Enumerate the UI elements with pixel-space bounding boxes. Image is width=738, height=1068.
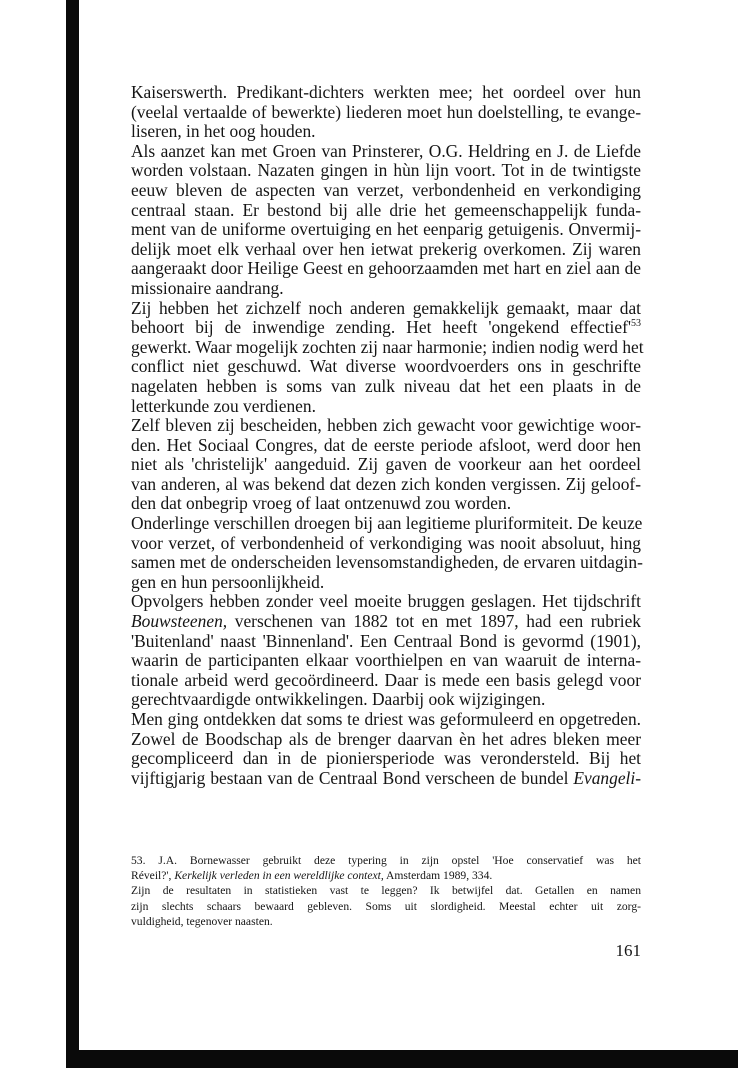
italic-title: Evangeli- <box>573 767 641 788</box>
text-line: eeuw bleven de aspecten van verzet, verbondenheid en verkondiging <box>131 179 641 200</box>
text-line: delijk moet elk verhaal over hen ietwat prekerig overkomen. Zij waren <box>131 238 641 259</box>
footnotes <box>131 853 641 929</box>
text-segment: Réveil?', <box>131 869 172 883</box>
text-line <box>131 318 641 338</box>
footnote-line: vuldigheid, tegenover naasten. <box>131 914 273 928</box>
body-text <box>131 82 644 788</box>
text-line <box>131 612 641 632</box>
text-line: liseren, in het oog houden. <box>131 121 316 142</box>
text-line: Men ging ontdekken dat soms te driest was geformuleerd en opgetreden. <box>131 709 641 729</box>
text-line: nagelaten hebben is soms van zulk niveau dat het een plaats in de <box>131 375 641 396</box>
italic-title: Bouwsteenen, <box>131 611 228 632</box>
text-line: Zij hebben het zichzelf noch anderen gemakkelijk gemaakt, maar dat <box>131 297 641 318</box>
italic-title: Kerkelijk verleden in een wereldlijke context, <box>174 869 384 883</box>
text-line: tionale arbeid werd gecoördineerd. Daar is mede een basis gelegd voor <box>131 669 641 690</box>
text-line: Kaiserswerth. Predikant-dichters werkten mee; het oordeel over hun <box>131 82 641 102</box>
text-line: Onderlinge verschillen droegen bij aan legitieme pluriformiteit. De keuze <box>131 513 643 534</box>
footnote-line: Zijn de resultaten in statistieken vast te leggen? Ik betwijfel dat. Getallen en namen <box>131 884 641 898</box>
text-line: Zelf bleven zij bescheiden, hebben zich gewacht voor gewichtige woor- <box>131 415 641 436</box>
text-line: gen en hun persoonlijkheid. <box>131 571 325 592</box>
text-segment: vijftigjarig bestaan van de Centraal Bond verscheen de bundel <box>131 767 569 788</box>
scan-border-left <box>66 0 79 1068</box>
text-line: voor verzet, of verbondenheid of verkondiging was nooit absoluut, hing <box>131 532 641 553</box>
text-line: waarin de participanten elkaar voorthielpen en van waaruit de interna- <box>131 650 641 671</box>
footnote-line <box>131 868 641 883</box>
text-line: ment van de uniforme overtuiging en het eenparig getuigenis. Onvermij- <box>131 219 641 240</box>
text-line: gecompliceerd dan in de pioniersperiode was verondersteld. Bij het <box>131 748 641 769</box>
text-segment: Amsterdam 1989, 334. <box>386 869 493 883</box>
text-segment: behoort bij de inwendige zending. Het heeft 'ongekend effectief' <box>131 317 631 338</box>
text-line: letterkunde zou verdienen. <box>131 395 316 416</box>
footnote-line: 53. J.A. Bornewasser gebruikt deze typering in zijn opstel 'Hoe conservatief was het <box>131 854 641 867</box>
footnote-reference: 53 <box>631 318 641 330</box>
text-line: centraal staan. Er bestond bij alle drie het gemeenschappelijk funda- <box>131 199 641 220</box>
text-line: den. Het Sociaal Congres, dat de eerste periode afsloot, werd door hen <box>131 434 641 455</box>
text-line: van anderen, al was bekend dat dezen zich konden vergissen. Zij geloof- <box>131 473 641 494</box>
text-line: niet als 'christelijk' aangeduid. Zij gaven de voorkeur aan het oordeel <box>131 454 641 475</box>
text-line: worden volstaan. Nazaten gingen in hùn lijn voort. Tot in de twintigste <box>131 160 641 181</box>
text-line: 'Buitenland' naast 'Binnenland'. Een Centraal Bond is gevormd (1901), <box>131 630 641 651</box>
text-line: samen met de onderscheiden levensomstandigheden, de ervaren uitdagin- <box>131 552 643 573</box>
text-segment: verschenen van 1882 tot en met 1897, had een rubriek <box>234 611 641 632</box>
text-line: den dat onbegrip vroeg of laat ontzenuwd zou worden. <box>131 493 512 514</box>
scan-border-bottom <box>66 1050 738 1068</box>
footnote-line: zijn slechts schaars bewaard gebleven. Soms uit slordigheid. Meestal echter uit zorg- <box>131 899 641 913</box>
text-line: gewerkt. Waar mogelijk zochten zij naar harmonie; indien nodig werd het <box>131 336 644 357</box>
text-line: missionaire aandrang. <box>131 277 284 298</box>
text-line <box>131 769 641 789</box>
text-line: Opvolgers hebben zonder veel moeite bruggen geslagen. Het tijdschrift <box>131 591 641 612</box>
text-line: conflict niet geschuwd. Wat diverse woordvoerders ons in geschrifte <box>131 356 641 377</box>
text-line: Zowel de Boodschap als de brenger daarvan èn het adres bleken meer <box>131 728 641 749</box>
text-line: gerechtvaardigde ontwikkelingen. Daarbij ook wijzigingen. <box>131 689 546 710</box>
text-line: aangeraakt door Heilige Geest en gehoorzaamden met hart en ziel aan de <box>131 258 641 279</box>
text-line: (veelal vertaalde of bewerkte) liederen moet hun doelstelling, te evange- <box>131 101 641 122</box>
page-number: 161 <box>615 941 641 960</box>
text-line: Als aanzet kan met Groen van Prinsterer, O.G. Heldring en J. de Liefde <box>131 140 641 161</box>
